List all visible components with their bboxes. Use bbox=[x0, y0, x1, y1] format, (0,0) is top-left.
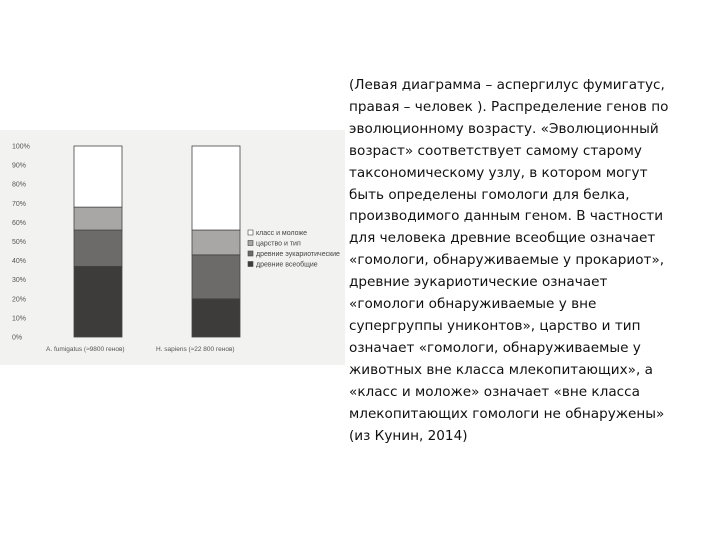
bar-segment bbox=[74, 146, 122, 207]
legend-swatch bbox=[248, 230, 253, 235]
y-tick-label: 60% bbox=[12, 219, 27, 227]
caption-line: древние эукариотические означает bbox=[349, 274, 608, 291]
y-tick-label: 50% bbox=[12, 239, 27, 246]
legend-swatch bbox=[248, 251, 253, 256]
legend-label: царство и тип bbox=[256, 240, 301, 248]
caption-line: означает «гомологи, обнаруживаемые у bbox=[349, 339, 641, 356]
category-label: H. sapiens (≈22 800 генов) bbox=[156, 346, 235, 353]
caption-line: (из Кунин, 2014) bbox=[349, 427, 468, 444]
caption-line: правая – человек ). Распределение генов по bbox=[349, 98, 669, 115]
caption-line: эволюционному возрасту. «Эволюционный bbox=[349, 120, 659, 137]
chart-svg bbox=[0, 130, 345, 365]
y-tick-label: 30% bbox=[12, 277, 27, 285]
legend-label: класс и моложе bbox=[256, 230, 308, 237]
bar-segment bbox=[74, 266, 122, 337]
bar-segment bbox=[74, 207, 122, 230]
legend-label: древние всеобщие bbox=[256, 261, 318, 269]
caption-line: производимого данным геном. В частности bbox=[349, 208, 664, 225]
legend-label: древние эукариотические bbox=[256, 251, 340, 258]
y-tick-label: 20% bbox=[12, 296, 27, 304]
y-tick-label: 10% bbox=[12, 315, 27, 323]
bar-segment bbox=[192, 255, 240, 299]
category-label: A. fumigatus (≈9800 генов) bbox=[46, 346, 125, 353]
caption-line: (Левая диаграмма – аспергилус фумигатус, bbox=[349, 77, 665, 93]
caption-line: для человека древние всеобщие означает bbox=[349, 230, 656, 247]
caption-line: возраст» соответствует самому старому bbox=[349, 142, 642, 159]
legend-swatch bbox=[248, 241, 253, 246]
caption-line: «класс и моложе» означает «вне класса bbox=[349, 383, 640, 400]
y-tick-label: 0% bbox=[12, 334, 23, 342]
caption-line: быть определены гомологи для белка, bbox=[349, 186, 630, 203]
y-tick-label: 80% bbox=[12, 181, 27, 189]
caption-line: таксономическому узлу, в котором могут bbox=[349, 164, 648, 181]
bar-segment bbox=[74, 230, 122, 266]
caption-text bbox=[349, 75, 701, 447]
y-tick-label: 100% bbox=[12, 143, 30, 151]
legend-swatch bbox=[248, 262, 253, 267]
bar-segment bbox=[192, 146, 240, 230]
caption-line: супергруппы униконтов», царство и тип bbox=[349, 317, 641, 334]
caption-line: животных вне класса млекопитающих», а bbox=[349, 361, 653, 378]
y-tick-label: 70% bbox=[12, 200, 27, 208]
caption-line: млекопитающих гомологи не обнаружены» bbox=[349, 405, 665, 422]
y-tick-label: 90% bbox=[12, 162, 27, 170]
y-tick-label: 40% bbox=[12, 258, 27, 266]
caption-line: «гомологи обнаруживаемые у вне bbox=[349, 296, 597, 313]
caption-line: «гомологи, обнаруживаемые у прокариот», bbox=[349, 252, 665, 269]
gene-age-chart bbox=[0, 130, 345, 365]
bar-segment bbox=[192, 299, 240, 337]
bar-segment bbox=[192, 230, 240, 255]
